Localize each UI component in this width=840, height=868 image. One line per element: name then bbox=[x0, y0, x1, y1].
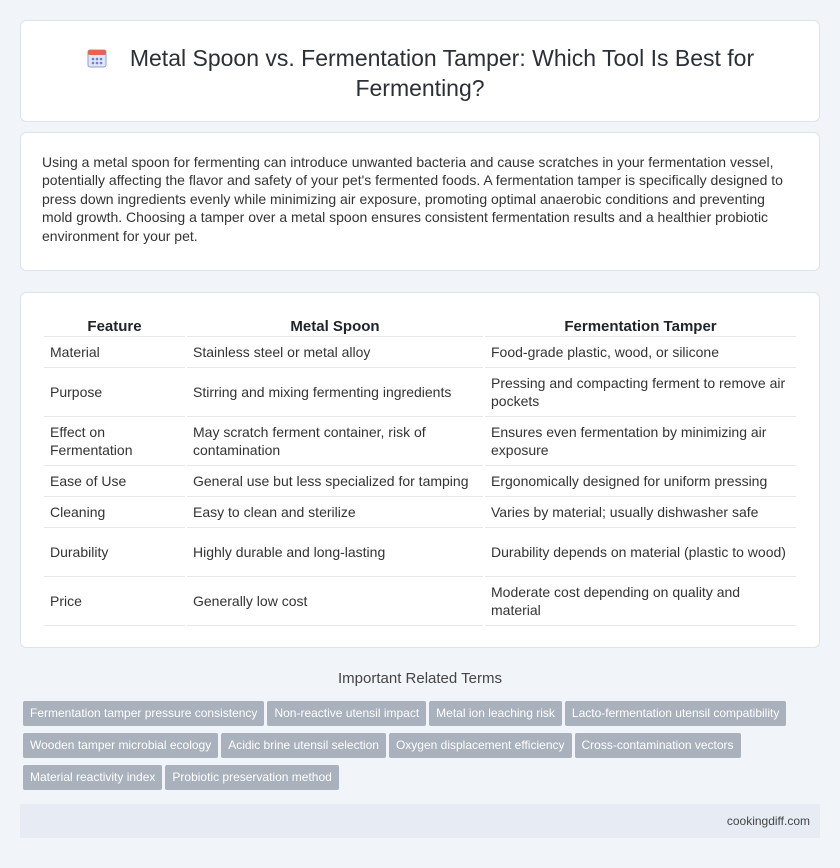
table-row bbox=[44, 466, 796, 497]
footer bbox=[20, 804, 820, 838]
column-header-fermentation-tamper: Fermentation Tamper bbox=[485, 317, 796, 337]
page-title-text: Metal Spoon vs. Fermentation Tamper: Which Tool Is Best for Fermenting? bbox=[129, 45, 755, 101]
table-header-row bbox=[44, 317, 796, 337]
table-row bbox=[44, 417, 796, 466]
comparison-card bbox=[20, 292, 820, 648]
related-term-tag[interactable]: Non-reactive utensil impact bbox=[267, 701, 426, 726]
table-cell: Food-grade plastic, wood, or silicone bbox=[485, 337, 796, 368]
related-term-tag[interactable]: Metal ion leaching risk bbox=[429, 701, 562, 726]
table-row bbox=[44, 528, 796, 577]
related-term-tag[interactable]: Fermentation tamper pressure consistency bbox=[23, 701, 264, 726]
related-term-tag[interactable]: Wooden tamper microbial ecology bbox=[23, 733, 218, 758]
related-terms-tags bbox=[23, 701, 823, 797]
table-cell: Highly durable and long-lasting bbox=[187, 528, 483, 577]
page-title bbox=[21, 43, 819, 103]
table-row bbox=[44, 497, 796, 528]
calendar-icon bbox=[86, 47, 108, 69]
table-cell: Varies by material; usually dishwasher safe bbox=[485, 497, 796, 528]
table-cell: General use but less specialized for tamping bbox=[187, 466, 483, 497]
table-cell: Moderate cost depending on quality and material bbox=[485, 577, 796, 626]
table-cell: Ease of Use bbox=[44, 466, 185, 497]
table-cell: Price bbox=[44, 577, 185, 626]
table-cell: Cleaning bbox=[44, 497, 185, 528]
related-term-tag[interactable]: Probiotic preservation method bbox=[165, 765, 338, 790]
table-cell: Ensures even fermentation by minimizing air exposure bbox=[485, 417, 796, 466]
table-cell: Stirring and mixing fermenting ingredients bbox=[187, 368, 483, 417]
intro-card bbox=[20, 132, 820, 271]
column-header-feature: Feature bbox=[44, 317, 185, 337]
table-cell: Pressing and compacting ferment to remove air pockets bbox=[485, 368, 796, 417]
table-cell: May scratch ferment container, risk of contamination bbox=[187, 417, 483, 466]
footer-site-link[interactable]: cookingdiff.com bbox=[726, 814, 810, 828]
table-cell: Stainless steel or metal alloy bbox=[187, 337, 483, 368]
related-term-tag[interactable]: Lacto-fermentation utensil compatibility bbox=[565, 701, 786, 726]
table-cell: Effect on Fermentation bbox=[44, 417, 185, 466]
column-header-metal-spoon: Metal Spoon bbox=[187, 317, 483, 337]
table-row bbox=[44, 337, 796, 368]
related-term-tag[interactable]: Cross-contamination vectors bbox=[575, 733, 741, 758]
table-cell: Easy to clean and sterilize bbox=[187, 497, 483, 528]
related-term-tag[interactable]: Oxygen displacement efficiency bbox=[389, 733, 572, 758]
related-terms-heading: Important Related Terms bbox=[338, 670, 502, 687]
table-cell: Purpose bbox=[44, 368, 185, 417]
related-term-tag[interactable]: Acidic brine utensil selection bbox=[221, 733, 386, 758]
intro-paragraph: Using a metal spoon for fermenting can introduce unwanted bacteria and cause scratches in your fermentation vessel, potentially affecting the flavor and safety of your pet's fermented foods. A fermentation tamper is specifically designed to press down ingredients evenly while minimizing air exposure, promoting optimal anaerobic conditions and preventing mold growth. Choosing a tamper over a metal spoon ensures consistent fermentation results and a healthier probiotic environment for your pet. bbox=[42, 154, 783, 244]
table-cell: Ergonomically designed for uniform pressing bbox=[485, 466, 796, 497]
comparison-table bbox=[42, 317, 798, 626]
related-term-tag[interactable]: Material reactivity index bbox=[23, 765, 162, 790]
table-cell: Generally low cost bbox=[187, 577, 483, 626]
table-cell: Durability depends on material (plastic to wood) bbox=[485, 528, 796, 577]
table-cell: Material bbox=[44, 337, 185, 368]
header-card bbox=[20, 20, 820, 122]
table-row bbox=[44, 577, 796, 626]
table-row bbox=[44, 368, 796, 417]
table-cell: Durability bbox=[44, 528, 185, 577]
title-wrap bbox=[21, 43, 819, 103]
